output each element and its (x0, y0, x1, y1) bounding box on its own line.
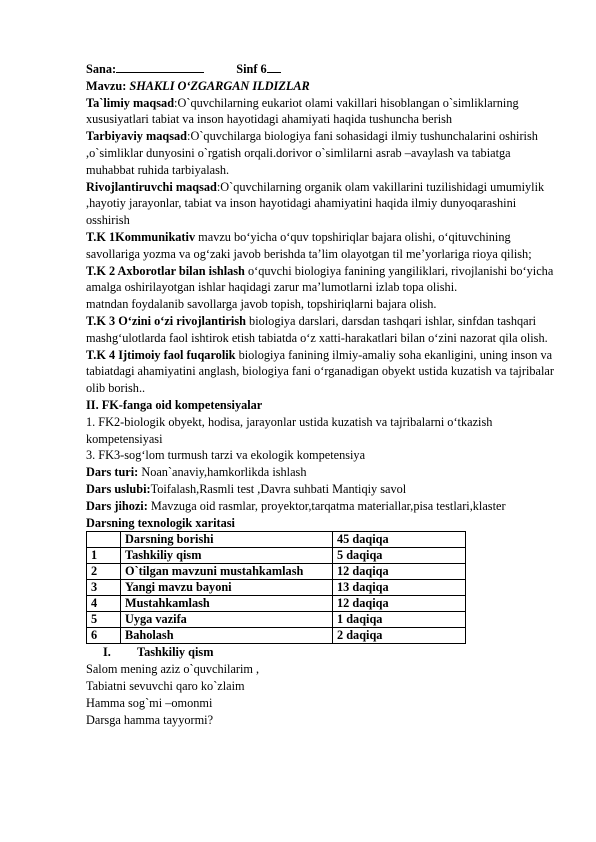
table-cell: Yangi mavzu bayoni (121, 580, 333, 596)
sinf-blank (267, 60, 281, 73)
tk1-paragraph (86, 229, 556, 263)
section-1-title: Tashkiliy qism (137, 645, 214, 660)
turi-label: Dars turi: (86, 465, 139, 480)
sinf-label: Sinf 6 (236, 62, 267, 76)
table-cell: 12 daqiqa (333, 564, 466, 580)
table-cell: 4 (87, 596, 121, 612)
table-cell: 5 (87, 612, 121, 628)
tk1-label: T.K 1Kommunikativ (86, 229, 196, 244)
fk3-item: 3. FK3-sog‘lom turmush tarzi va ekologik kompetensiya (86, 448, 366, 463)
talimiy-text: :O`quvchilarning eukariot olami vakillari hisoblangan o`simliklarning xususiyatlari tabiat va inson hayotidagi ahamiyati haqida tushuncha berish (86, 95, 519, 127)
tk3-text: biologiya darslari, darsdan tashqari ishlar, sinfdan tashqari mashg‘ulotlarda faol ishtirok etish tabiatda o‘z xatti-harakatlari bilan o‘zini nazorat qila olish. (86, 313, 548, 345)
table-header-cell: Darsning borishi (121, 532, 333, 548)
table-cell: 5 daqiqa (333, 548, 466, 564)
talimiy-label: Ta`limiy maqsad (86, 95, 175, 110)
table-cell: Baholash (121, 628, 333, 644)
greeting-line: Darsga hamma tayyormi? (86, 712, 214, 727)
table-cell: 3 (87, 580, 121, 596)
table-cell: 12 daqiqa (333, 596, 466, 612)
map-title: Darsning texnologik xaritasi (86, 515, 235, 530)
tk4-paragraph (86, 347, 556, 397)
talimiy-maqsad (86, 95, 556, 129)
mavzu-label: Mavzu: (86, 78, 127, 93)
document-page (86, 60, 556, 728)
jihozi-label: Dars jihozi: (86, 498, 148, 513)
table-cell: 2 daqiqa (333, 628, 466, 644)
dars-jihozi (86, 498, 556, 515)
table-cell: Mustahkamlash (121, 596, 333, 612)
turi-text: Noan`anaviy,hamkorlikda ishlash (138, 465, 307, 480)
section-1-roman: I. (103, 645, 111, 660)
table-cell: 6 (87, 628, 121, 644)
rivojlantiruvchi-text: :O`quvchilarning organik olam vakillarini tuzilishidagi umumiylik ,hayotiy jarayonlar, tabiat va inson hayotidagi ahamiyatini haqida ilmiy dunyoqarashini osshirish (86, 179, 545, 228)
technology-map-table (86, 531, 466, 644)
uslubi-label: Dars uslubi: (86, 481, 151, 496)
tarbiyaviy-label: Tarbiyaviy maqsad (86, 129, 188, 144)
dars-uslubi (86, 481, 556, 498)
table-row (87, 564, 466, 580)
table-row (87, 612, 466, 628)
table-cell: O`tilgan mavzuni mustahkamlash (121, 564, 333, 580)
section-1-heading (86, 644, 556, 661)
tarbiyaviy-text: :O`quvchilarga biologiya fani sohasidagi ilmiy tushunchalarini oshirish ,o`simliklar dunyosini o`rgatish orqali.dorivor o`simlilarni asrab –avaylash va tabiatga muhabbat ruhida tarbiyalash. (86, 129, 538, 177)
table-cell: 2 (87, 564, 121, 580)
table-header-row (87, 532, 466, 548)
tk3-label: T.K 3 O‘zini o‘zi rivojlantirish (86, 313, 246, 328)
dars-turi (86, 464, 556, 481)
greeting-line: Salom mening aziz o`quvchilarim , (86, 662, 260, 677)
table-row (87, 628, 466, 644)
table-row (87, 580, 466, 596)
table-row (87, 548, 466, 564)
sana-label: Sana: (86, 62, 117, 76)
section-2-title: II. FK-fanga oid kompetensiyalar (86, 397, 263, 412)
tk3-paragraph (86, 313, 556, 347)
greeting-line: Tabiatni sevuvchi qaro ko`zlaim (86, 678, 245, 693)
greeting-line: Hamma sog`mi –omonmi (86, 695, 213, 710)
rivojlantiruvchi-maqsad (86, 179, 556, 229)
mavzu-line (86, 78, 556, 95)
table-cell: Uyga vazifa (121, 612, 333, 628)
table-row (87, 596, 466, 612)
uslubi-text: Toifalash,Rasmli test ,Davra suhbati Mantiqiy savol (150, 481, 407, 496)
sana-blank (116, 60, 204, 73)
table-cell: 1 daqiqa (333, 612, 466, 628)
table-header-cell (87, 532, 121, 548)
rivojlantiruvchi-label: Rivojlantiruvchi maqsad (86, 179, 217, 194)
jihozi-text: Mavzuga oid rasmlar, proyektor,tarqatma materiallar,pisa testlari,klaster (147, 498, 506, 513)
tk2-text: o‘quvchi biologiya fanining yangiliklari, rivojlanishi bo‘yicha amalga oshirilayotgan ishlar haqidagi zarur ma’lumotlarni izlab topa olishi. (86, 263, 554, 295)
tk4-label: T.K 4 Ijtimoiy faol fuqarolik (86, 347, 236, 362)
date-class-line (86, 60, 556, 78)
table-header-cell: 45 daqiqa (333, 532, 466, 548)
table-cell: Tashkiliy qism (121, 548, 333, 564)
tk2-extra: matndan foydalanib savollarga javob topish, topshiriqlarni bajara olish. (86, 297, 437, 312)
tk4-text: biologiya fanining ilmiy-amaliy soha ekanligini, uning inson va tabiatdagi ahamiyatini anglash, biologiya fani o‘rganadigan obyekt ustida kuzatish va tajribalar olib borish.. (86, 347, 554, 396)
tarbiyaviy-maqsad (86, 128, 556, 178)
tk2-paragraph (86, 263, 556, 297)
table-cell: 1 (87, 548, 121, 564)
tk2-label: T.K 2 Axborotlar bilan ishlash (86, 263, 245, 278)
fk2-item: 1. FK2-biologik obyekt, hodisa, jarayonlar ustida kuzatish va tajribalarni o‘tkazish kompetensiyasi (86, 414, 493, 446)
table-cell: 13 daqiqa (333, 580, 466, 596)
mavzu-title: SHAKLI O‘ZGARGAN ILDIZLAR (129, 78, 310, 93)
tk1-text: mavzu bo‘yicha o‘quv topshiriqlar bajara olishi, o‘qituvchining savollariga yozma va og‘zaki javob berishda ta’lim olayotgan til me’yorlariga rioya qilish; (86, 229, 532, 261)
